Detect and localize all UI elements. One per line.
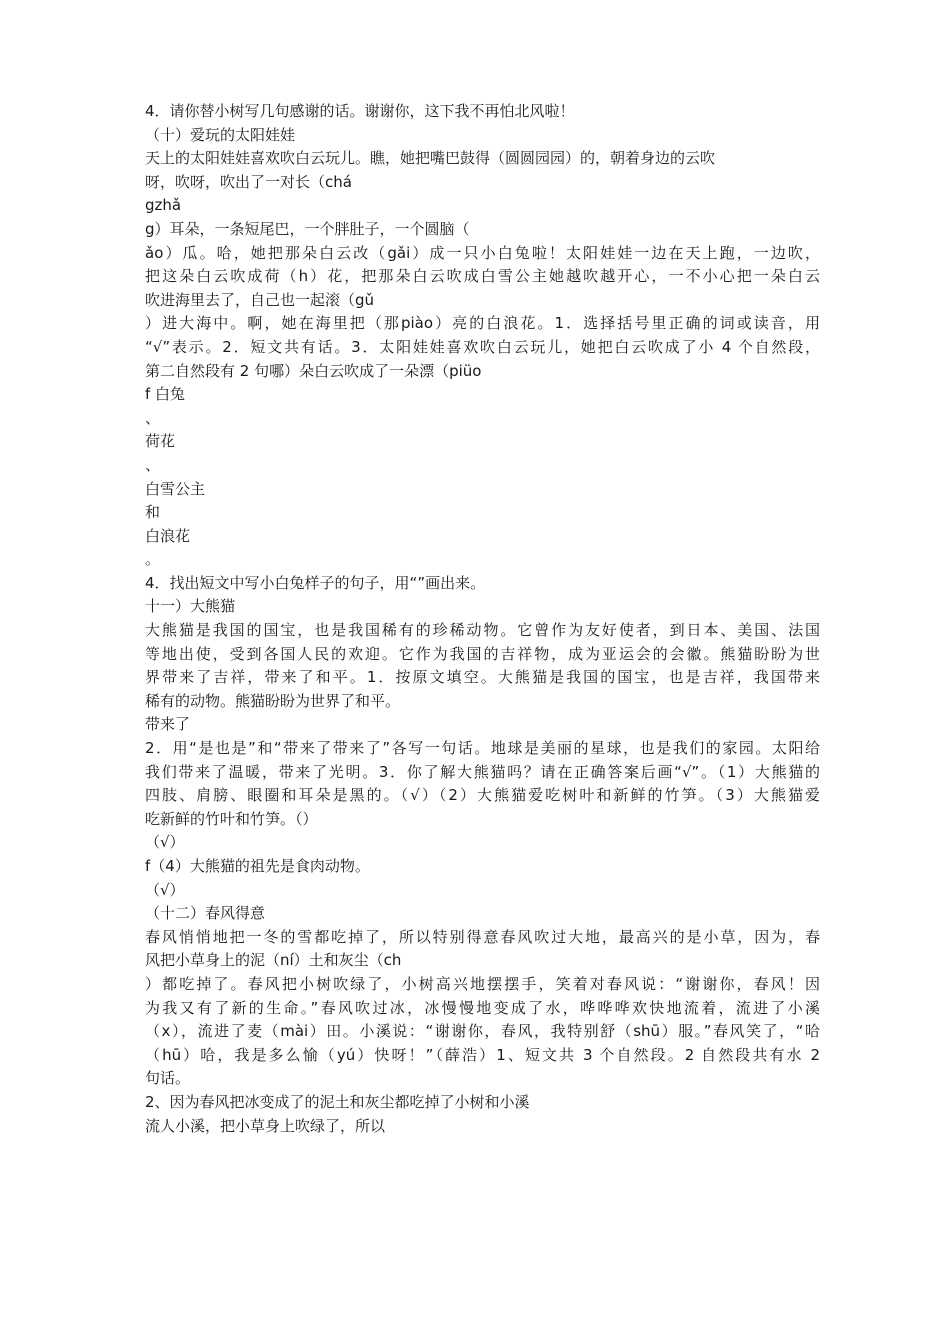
text-line: （x），流进了麦（mài）田。小溪说：“谢谢你，春风，我特别舒（shū）服。”春风笑了，“哈	[145, 1022, 820, 1041]
text-line: 4．请你替小树写几句感谢的话。谢谢你，这下我不再怕北风啦！	[145, 102, 575, 120]
text-line: 2．用“是也是”和“带来了带来了”各写一句话。地球是美丽的星球，也是我们的家园。太阳给	[145, 739, 820, 758]
text-line: 为我又有了新的生命。”春风吹过冰，冰慢慢地变成了水，哗哗哗欢快地流着，流进了小溪	[145, 998, 820, 1017]
text-line: f（4）大熊猫的祖先是食肉动物。	[145, 857, 370, 875]
text-line: 、	[145, 455, 161, 474]
text-line: 。	[145, 550, 161, 569]
text-line: ǎo）瓜。哈，她把那朵白云改（gǎi）成一只小白兔啦！太阳娃娃一边在天上跑，一边吹，	[145, 243, 820, 262]
text-line: ）进大海中。啊，她在海里把（那piào）亮的白浪花。1．选择括号里正确的词或读音，用	[145, 314, 820, 333]
text-line: 句话。	[145, 1069, 191, 1088]
text-line: 白浪花	[145, 526, 191, 545]
text-line: 我们带来了温暖，带来了光明。3．你了解大熊猫吗？请在正确答案后画“√”。（1）大熊猫的	[145, 762, 820, 781]
text-line: 、	[145, 408, 161, 427]
text-line: 带来了	[145, 715, 191, 734]
text-line: 天上的太阳娃娃喜欢吹白云玩儿。瞧，她把嘴巴鼓得（圆圆园园）的，朝着身边的云吹	[145, 149, 716, 168]
text-line: “√”表示。2．短文共有话。3．太阳娃娃喜欢吹白云玩儿，她把白云吹成了小 4 个自然段，	[145, 337, 820, 356]
text-line: 2、因为春风把冰变成了的泥土和灰尘都吃掉了小树和小溪	[145, 1092, 530, 1111]
text-line: 大熊猫是我国的国宝，也是我国稀有的珍稀动物。它曾作为友好使者，到日本、美国、法国	[145, 621, 820, 640]
document-page	[145, 100, 820, 1138]
text-line: （hū）哈，我是多么愉（yú）快呀！”（薛浩）1、短文共 3 个自然段。2 自然段共有水 2	[145, 1045, 820, 1064]
text-line: 第二自然段有 2 句哪）朵白云吹成了一朵漂（piüo	[145, 361, 482, 380]
text-line: 流人小溪，把小草身上吹绿了，所以	[145, 1116, 386, 1135]
text-line: 四肢、肩膀、眼圈和耳朵是黑的。（√）（2）大熊猫爱吃树叶和新鲜的竹笋。（3）大熊猫爱	[145, 786, 820, 805]
text-line: （十）爱玩的太阳娃娃	[145, 125, 296, 144]
text-line: gzhǎ	[145, 196, 182, 215]
text-line: 4．找出短文中写小白兔样子的句子，用“”画出来。	[145, 573, 486, 592]
text-line: 界带来了吉祥，带来了和平。1．按原文填空。大熊猫是我国的国宝，也是吉祥，我国带来	[145, 668, 820, 687]
text-line: （√）	[145, 833, 185, 852]
text-line: 十一）大熊猫	[145, 597, 236, 616]
text-line: 春风悄悄地把一冬的雪都吃掉了，所以特别得意春风吹过大地，最高兴的是小草，因为，春	[145, 927, 820, 946]
text-line: 把这朵白云吹成荷（h）花，把那朵白云吹成白雪公主她越吹越开心，一不小心把一朵白云	[145, 267, 820, 286]
text-line: （十二）春风得意	[145, 904, 266, 923]
text-line: 风把小草身上的泥（ní）土和灰尘（ch	[145, 951, 402, 970]
text-line: 等地出使，受到各国人民的欢迎。它作为我国的吉祥物，成为亚运会的会徽。熊猫盼盼为世	[145, 644, 820, 663]
text-line: g）耳朵，一条短尾巴，一个胖肚子，一个圆脑（	[145, 219, 470, 238]
text-line: 稀有的动物。熊猫盼盼为世界了和平。	[145, 691, 401, 710]
text-line: 和	[145, 503, 161, 522]
text-line: 吹进海里去了，自己也一起滚（gǔ	[145, 290, 375, 309]
text-line: f 白兔	[145, 385, 186, 404]
document-body	[145, 100, 820, 1138]
text-line: 吃新鲜的竹叶和竹笋。（）	[145, 809, 318, 828]
text-line: （√）	[145, 880, 185, 899]
text-line: 荷花	[145, 432, 176, 451]
text-line: 呀，吹呀，吹出了一对长（chá	[145, 172, 352, 191]
text-line: ）都吃掉了。春风把小树吹绿了，小树高兴地摆摆手，笑着对春风说：“谢谢你，春风！因	[145, 974, 820, 993]
text-line: 白雪公主	[145, 479, 206, 498]
